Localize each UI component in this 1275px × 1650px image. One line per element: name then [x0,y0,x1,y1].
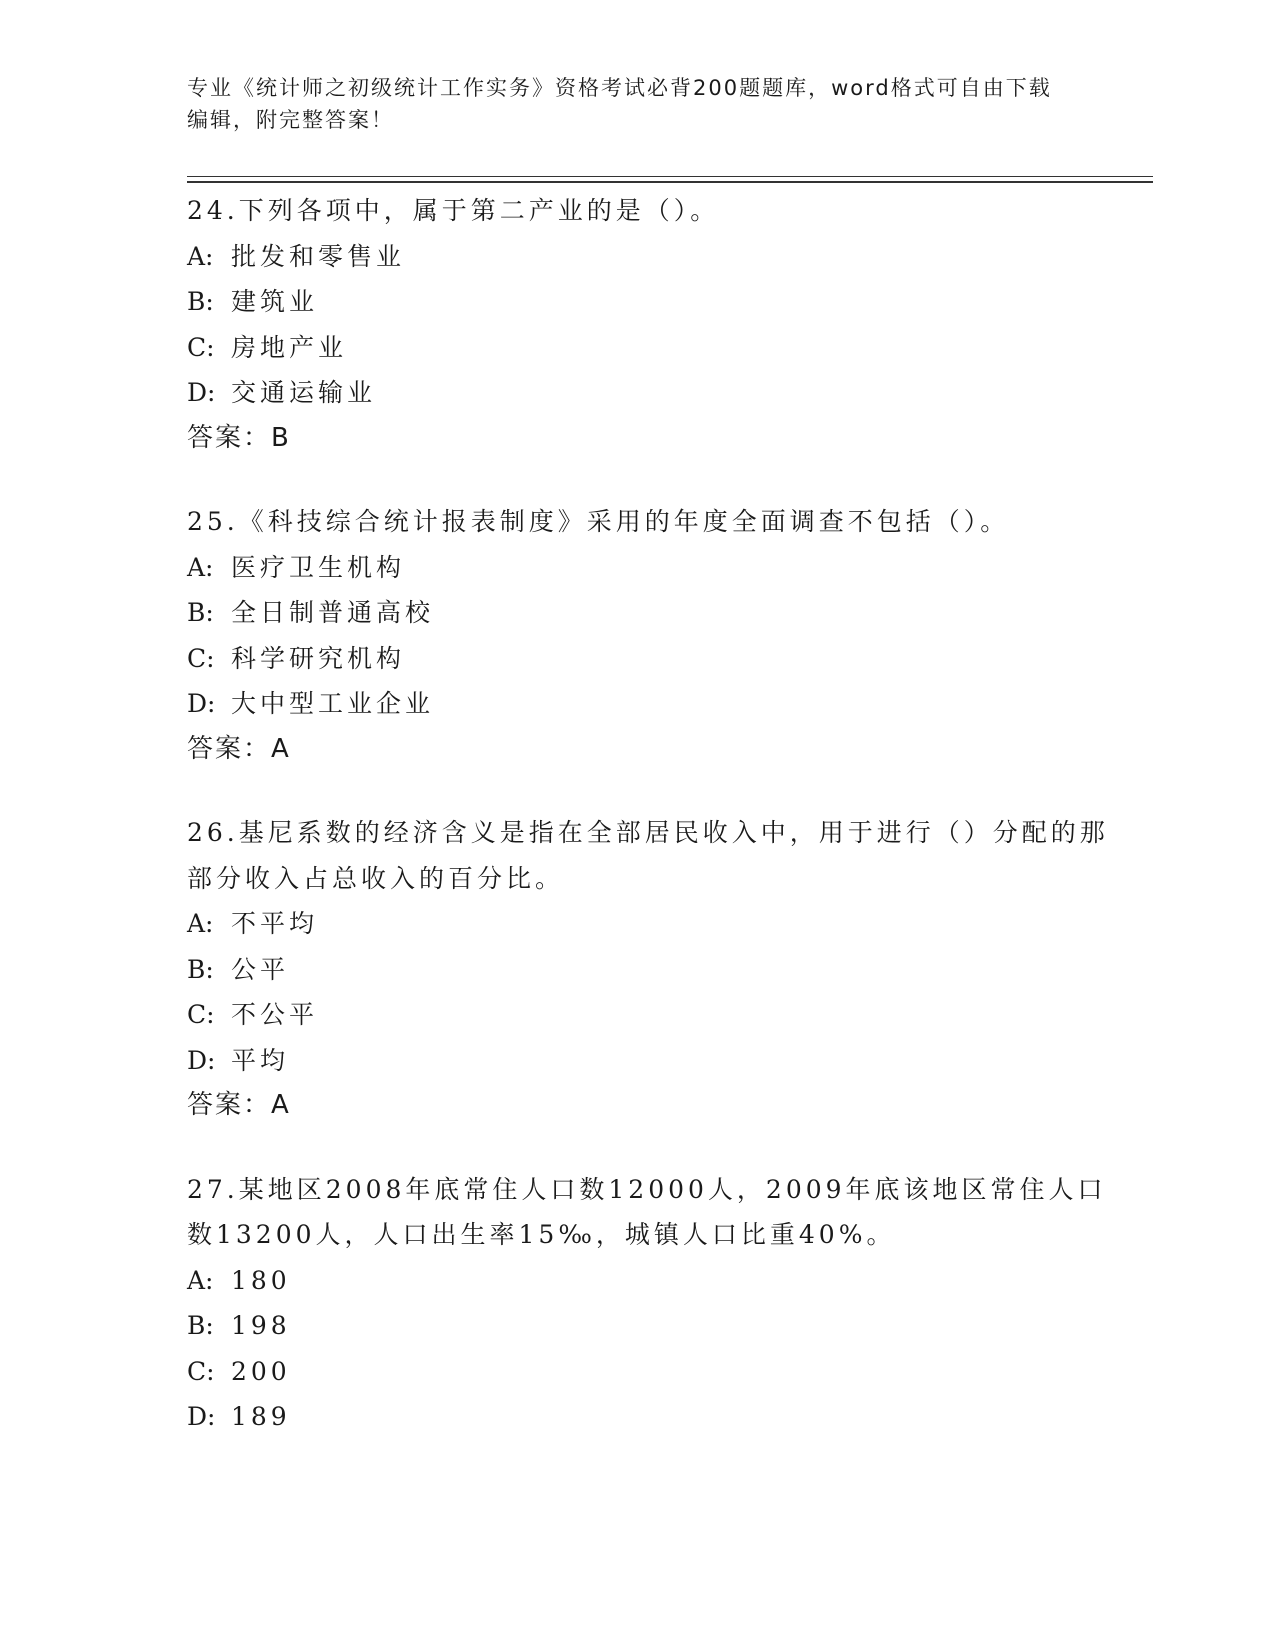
option-a [187,234,1117,280]
option-text: 189 [231,1402,291,1431]
question-24 [187,188,1117,461]
option-key: A: [187,552,214,582]
option-key: B: [187,598,214,627]
option-text: 批发和零售业 [231,241,406,271]
option-key: C: [187,1000,215,1029]
question-text: 25.《科技综合统计报表制度》采用的年度全面调查不包括（）。 [187,507,1010,536]
option-key: D: [187,1402,216,1431]
option-b [187,590,1117,636]
question-list [187,188,1117,1478]
header-rule-thin [187,176,1153,177]
option-text: 180 [231,1265,291,1295]
option-c [187,1349,1117,1395]
question-26 [187,810,1117,1129]
option-text: 不平均 [231,909,319,938]
option-text: 不公平 [231,1000,319,1029]
option-b [187,947,1117,993]
question-text: 26.基尼系数的经济含义是指在全部居民收入中，用于进行（）分配的那部分收入占总收入的百分比。 [187,818,1109,893]
option-b [187,279,1117,325]
option-d [187,1038,1117,1084]
option-key: B: [187,954,214,984]
option-text: 科学研究机构 [231,643,406,673]
question-text: 24.下列各项中，属于第二产业的是（）。 [187,196,720,225]
option-text: 建筑业 [231,287,319,316]
option-text: 平均 [231,1045,290,1075]
option-key: A: [187,909,214,938]
option-key: C: [187,1356,215,1386]
question-25 [187,499,1117,772]
question-27 [187,1167,1117,1440]
option-text: 200 [231,1356,291,1386]
option-key: B: [187,1311,214,1340]
option-key: C: [187,643,215,673]
document-header: 专业《统计师之初级统计工作实务》资格考试必背200题题库，word格式可自由下载编辑，附完整答案！ [187,76,1052,132]
option-key: C: [187,332,215,362]
option-key: B: [187,287,214,316]
option-text: 198 [231,1311,291,1340]
option-c [187,325,1117,371]
option-key: A: [187,241,214,271]
option-key: D: [187,378,216,407]
question-text: 27.某地区2008年底常住人口数12000人，2009年底该地区常住人口数13200人，人口出生率15‰，城镇人口比重40%。 [187,1174,1107,1249]
option-c [187,992,1117,1038]
option-a [187,545,1117,591]
option-key: D: [187,1045,216,1075]
option-d [187,681,1117,727]
answer-line: 答案：B [187,422,291,453]
option-text: 医疗卫生机构 [231,552,406,582]
option-text: 大中型工业企业 [231,689,435,718]
option-text: 房地产业 [231,332,348,362]
option-key: D: [187,689,216,718]
option-text: 全日制普通高校 [231,598,435,627]
header-rule-thick [187,181,1153,183]
option-text: 交通运输业 [231,378,377,407]
option-b [187,1303,1117,1349]
option-a [187,1258,1117,1304]
option-c [187,636,1117,682]
answer-line: 答案：A [187,733,291,764]
option-d [187,370,1117,416]
option-key: A: [187,1265,214,1295]
option-d [187,1394,1117,1440]
option-a [187,901,1117,947]
answer-line: 答案：A [187,1090,291,1120]
option-text: 公平 [231,954,290,984]
